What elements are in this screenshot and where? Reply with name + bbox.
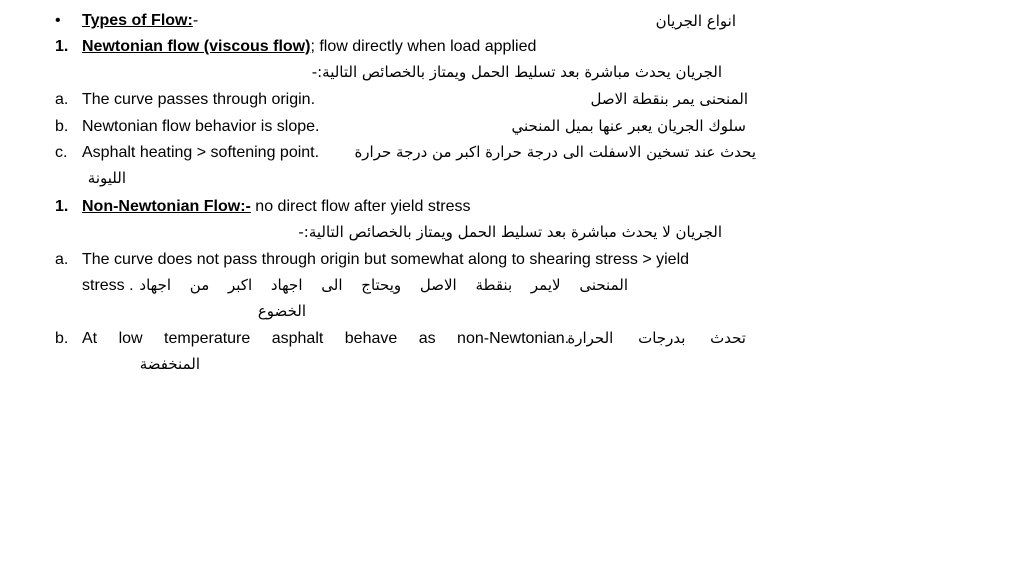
heading-suffix: - <box>192 12 199 29</box>
non-newtonian-item-b-arabic: تحدث بدرجات الحرارة <box>567 329 746 347</box>
newtonian-item-c-marker: c. <box>55 144 68 161</box>
non-newtonian-item-b-text: At low temperature asphalt behave as non-Newtonian. <box>82 330 570 347</box>
newtonian-item-c-text: Asphalt heating > softening point. <box>82 144 320 161</box>
newtonian-number: 1. <box>55 38 69 55</box>
newtonian-item-b-text: Newtonian flow behavior is slope. <box>82 118 320 135</box>
non-newtonian-item-a-marker: a. <box>55 251 69 268</box>
newtonian-rest: ; flow directly when load applied <box>310 38 537 55</box>
newtonian-item-c-arabic: يحدث عند تسخين الاسفلت الى درجة حرارة اكبر من درجة حرارة <box>354 143 756 161</box>
newtonian-item-b-marker: b. <box>55 118 69 135</box>
newtonian-arabic-intro: الجريان يحدث مباشرة بعد تسليط الحمل ويمتاز بالخصائص التالية:- <box>311 63 722 81</box>
newtonian-title-line <box>82 37 536 57</box>
non-newtonian-rest: no direct flow after yield stress <box>250 198 471 215</box>
heading-title-line <box>82 11 198 31</box>
newtonian-item-b-arabic: سلوك الجريان يعبر عنها بميل المنحني <box>511 117 746 135</box>
non-newtonian-item-a-arabic-cont: الخضوع <box>257 302 306 320</box>
non-newtonian-item-b-marker: b. <box>55 330 69 347</box>
non-newtonian-arabic-intro: الجريان لا يحدث مباشرة بعد تسليط الحمل ويمتاز بالخصائص التالية:- <box>298 223 722 241</box>
newtonian-item-c-arabic-cont: الليونة <box>87 169 126 187</box>
heading-bullet: • <box>55 12 61 29</box>
non-newtonian-item-a-text-cont: stress . <box>82 277 134 294</box>
heading-arabic: انواع الجريان <box>655 12 736 30</box>
non-newtonian-title-line <box>82 197 471 217</box>
non-newtonian-title: Non-Newtonian Flow:- <box>82 198 251 215</box>
heading-title: Types of Flow: <box>82 12 193 29</box>
non-newtonian-item-a-text: The curve does not pass through origin but somewhat along to shearing stress > yield <box>82 251 690 268</box>
non-newtonian-item-a-arabic: المنحنى لايمر بنقطة الاصل ويحتاج الى اجهاد اكبر من اجهاد <box>139 276 628 294</box>
non-newtonian-number: 1. <box>55 198 69 215</box>
non-newtonian-item-b-arabic-cont: المنخفضة <box>139 355 200 373</box>
newtonian-item-a-arabic: المنحنى يمر بنقطة الاصل <box>590 90 748 108</box>
newtonian-item-a-text: The curve passes through origin. <box>82 91 316 108</box>
newtonian-item-a-marker: a. <box>55 91 69 108</box>
newtonian-title: Newtonian flow (viscous flow) <box>82 38 311 55</box>
